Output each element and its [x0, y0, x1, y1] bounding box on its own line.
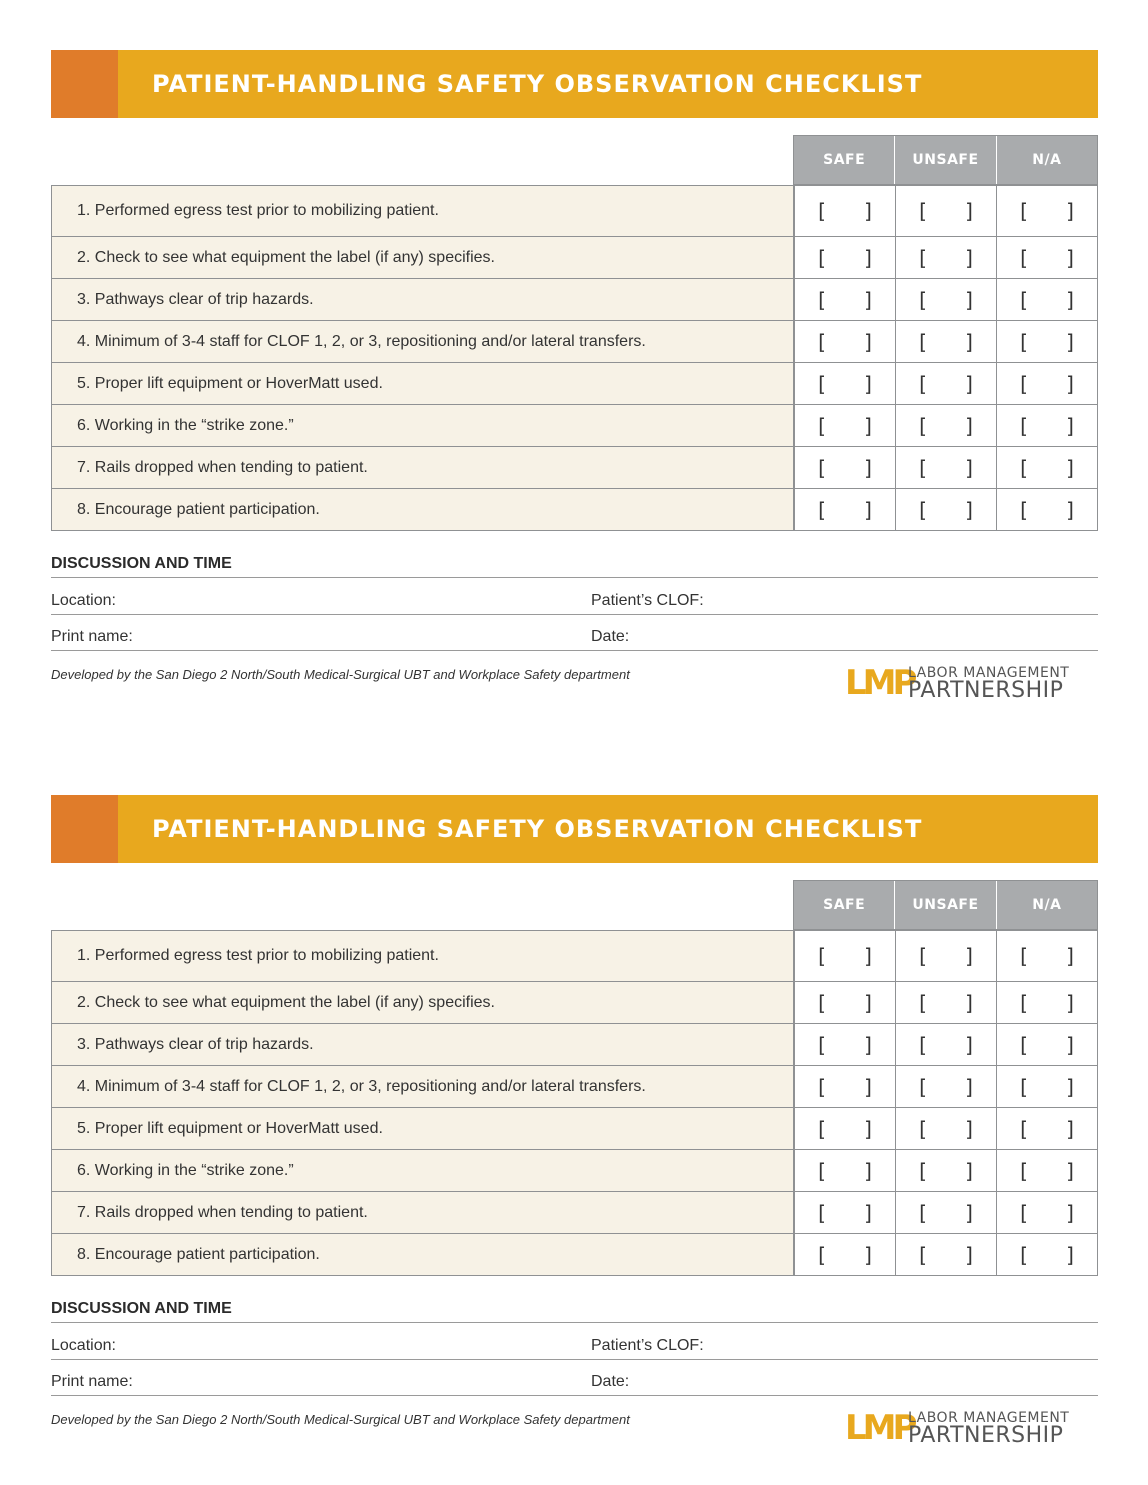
unsafe-checkbox[interactable]: [ ]	[895, 931, 996, 981]
na-checkbox[interactable]: [ ]	[996, 1150, 1097, 1191]
table-row	[52, 405, 1097, 447]
lmp-logo	[845, 664, 1098, 704]
unsafe-checkbox[interactable]: [ ]	[895, 1150, 996, 1191]
safe-checkbox[interactable]: [ ]	[794, 1108, 895, 1149]
safe-checkbox[interactable]: [ ]	[794, 279, 895, 320]
item-label: 1. Performed egress test prior to mobilizing patient.	[52, 186, 794, 236]
unsafe-checkbox[interactable]: [ ]	[895, 279, 996, 320]
unsafe-checkbox[interactable]: [ ]	[895, 1192, 996, 1233]
safe-checkbox[interactable]: [ ]	[794, 237, 895, 278]
na-checkbox[interactable]: [ ]	[996, 931, 1097, 981]
print-name-field[interactable]: Print name:	[51, 628, 133, 645]
logo-line-2: PARTNERSHIP	[908, 1423, 1064, 1448]
divider	[51, 614, 1098, 615]
divider	[51, 1322, 1098, 1323]
lmp-logo	[845, 1409, 1098, 1449]
item-label: 7. Rails dropped when tending to patient.	[52, 447, 794, 488]
discussion-title: DISCUSSION AND TIME	[51, 1300, 232, 1317]
divider	[51, 1359, 1098, 1360]
location-field[interactable]: Location:	[51, 592, 116, 609]
unsafe-checkbox[interactable]: [ ]	[895, 363, 996, 404]
credit-note: Developed by the San Diego 2 North/South Medical-Surgical UBT and Workplace Safety department	[51, 1412, 630, 1427]
safe-checkbox[interactable]: [ ]	[794, 1234, 895, 1275]
safe-checkbox[interactable]: [ ]	[794, 405, 895, 446]
title-banner	[51, 795, 1098, 863]
table-row	[52, 489, 1097, 531]
na-checkbox[interactable]: [ ]	[996, 1066, 1097, 1107]
logo-line-1: LABOR MANAGEMENT	[908, 1410, 1070, 1426]
form-title: PATIENT-HANDLING SAFETY OBSERVATION CHECKLIST	[152, 70, 923, 98]
item-label: 4. Minimum of 3-4 staff for CLOF 1, 2, or 3, repositioning and/or lateral transfers.	[52, 1066, 794, 1107]
item-label: 5. Proper lift equipment or HoverMatt used.	[52, 1108, 794, 1149]
table-row	[52, 1108, 1097, 1150]
na-checkbox[interactable]: [ ]	[996, 405, 1097, 446]
safe-checkbox[interactable]: [ ]	[794, 1066, 895, 1107]
column-na: N/A	[996, 136, 1097, 184]
discussion-title: DISCUSSION AND TIME	[51, 555, 232, 572]
logo-mark: LMP	[845, 663, 914, 703]
na-checkbox[interactable]: [ ]	[996, 363, 1097, 404]
item-label: 8. Encourage patient participation.	[52, 489, 794, 530]
divider	[51, 1395, 1098, 1396]
safe-checkbox[interactable]: [ ]	[794, 447, 895, 488]
na-checkbox[interactable]: [ ]	[996, 279, 1097, 320]
safe-checkbox[interactable]: [ ]	[794, 186, 895, 236]
item-label: 4. Minimum of 3-4 staff for CLOF 1, 2, or 3, repositioning and/or lateral transfers.	[52, 321, 794, 362]
unsafe-checkbox[interactable]: [ ]	[895, 405, 996, 446]
logo-mark: LMP	[845, 1408, 914, 1448]
title-banner	[51, 50, 1098, 118]
table-row	[52, 1150, 1097, 1192]
location-field[interactable]: Location:	[51, 1337, 116, 1354]
table-row	[52, 982, 1097, 1024]
column-na: N/A	[996, 881, 1097, 929]
safe-checkbox[interactable]: [ ]	[794, 1150, 895, 1191]
column-unsafe: UNSAFE	[894, 136, 995, 184]
unsafe-checkbox[interactable]: [ ]	[895, 489, 996, 530]
credit-note: Developed by the San Diego 2 North/South Medical-Surgical UBT and Workplace Safety department	[51, 667, 630, 682]
column-safe: SAFE	[823, 897, 866, 913]
unsafe-checkbox[interactable]: [ ]	[895, 447, 996, 488]
item-label: 3. Pathways clear of trip hazards.	[52, 279, 794, 320]
unsafe-checkbox[interactable]: [ ]	[895, 186, 996, 236]
safe-checkbox[interactable]: [ ]	[794, 931, 895, 981]
safe-checkbox[interactable]: [ ]	[794, 982, 895, 1023]
unsafe-checkbox[interactable]: [ ]	[895, 321, 996, 362]
patient-clof-field[interactable]: Patient’s CLOF:	[591, 1337, 704, 1354]
date-field[interactable]: Date:	[591, 628, 630, 645]
table-row	[52, 237, 1097, 279]
checklist-table	[51, 185, 1098, 531]
item-label: 5. Proper lift equipment or HoverMatt used.	[52, 363, 794, 404]
table-row	[52, 1066, 1097, 1108]
unsafe-checkbox[interactable]: [ ]	[895, 1024, 996, 1065]
table-row	[52, 186, 1097, 237]
table-row	[52, 931, 1097, 982]
table-row	[52, 363, 1097, 405]
item-label: 7. Rails dropped when tending to patient.	[52, 1192, 794, 1233]
column-headers	[793, 135, 1098, 185]
na-checkbox[interactable]: [ ]	[996, 1024, 1097, 1065]
na-checkbox[interactable]: [ ]	[996, 1192, 1097, 1233]
column-headers	[793, 880, 1098, 930]
na-checkbox[interactable]: [ ]	[996, 186, 1097, 236]
item-label: 6. Working in the “strike zone.”	[52, 1150, 794, 1191]
safe-checkbox[interactable]: [ ]	[794, 1024, 895, 1065]
table-row	[52, 1192, 1097, 1234]
na-checkbox[interactable]: [ ]	[996, 321, 1097, 362]
safe-checkbox[interactable]: [ ]	[794, 363, 895, 404]
na-checkbox[interactable]: [ ]	[996, 1108, 1097, 1149]
unsafe-checkbox[interactable]: [ ]	[895, 982, 996, 1023]
unsafe-checkbox[interactable]: [ ]	[895, 1066, 996, 1107]
item-label: 6. Working in the “strike zone.”	[52, 405, 794, 446]
banner-accent	[51, 795, 118, 863]
table-row	[52, 447, 1097, 489]
table-row	[52, 279, 1097, 321]
na-checkbox[interactable]: [ ]	[996, 1234, 1097, 1275]
safe-checkbox[interactable]: [ ]	[794, 1192, 895, 1233]
item-label: 2. Check to see what equipment the label (if any) specifies.	[52, 237, 794, 278]
column-safe: SAFE	[823, 152, 866, 168]
unsafe-checkbox[interactable]: [ ]	[895, 237, 996, 278]
table-row	[52, 1024, 1097, 1066]
na-checkbox[interactable]: [ ]	[996, 237, 1097, 278]
divider	[51, 650, 1098, 651]
safe-checkbox[interactable]: [ ]	[794, 321, 895, 362]
item-label: 2. Check to see what equipment the label (if any) specifies.	[52, 982, 794, 1023]
table-row	[52, 321, 1097, 363]
na-checkbox[interactable]: [ ]	[996, 489, 1097, 530]
logo-line-2: PARTNERSHIP	[908, 678, 1064, 703]
logo-line-1: LABOR MANAGEMENT	[908, 665, 1070, 681]
item-label: 3. Pathways clear of trip hazards.	[52, 1024, 794, 1065]
na-checkbox[interactable]: [ ]	[996, 447, 1097, 488]
banner-accent	[51, 50, 118, 118]
item-label: 1. Performed egress test prior to mobilizing patient.	[52, 931, 794, 981]
column-unsafe: UNSAFE	[894, 881, 995, 929]
patient-clof-field[interactable]: Patient’s CLOF:	[591, 592, 704, 609]
safe-checkbox[interactable]: [ ]	[794, 489, 895, 530]
checklist-table	[51, 930, 1098, 1276]
na-checkbox[interactable]: [ ]	[996, 982, 1097, 1023]
table-row	[52, 1234, 1097, 1276]
unsafe-checkbox[interactable]: [ ]	[895, 1108, 996, 1149]
date-field[interactable]: Date:	[591, 1373, 630, 1390]
print-name-field[interactable]: Print name:	[51, 1373, 133, 1390]
divider	[51, 577, 1098, 578]
item-label: 8. Encourage patient participation.	[52, 1234, 794, 1275]
form-title: PATIENT-HANDLING SAFETY OBSERVATION CHECKLIST	[152, 815, 923, 843]
unsafe-checkbox[interactable]: [ ]	[895, 1234, 996, 1275]
